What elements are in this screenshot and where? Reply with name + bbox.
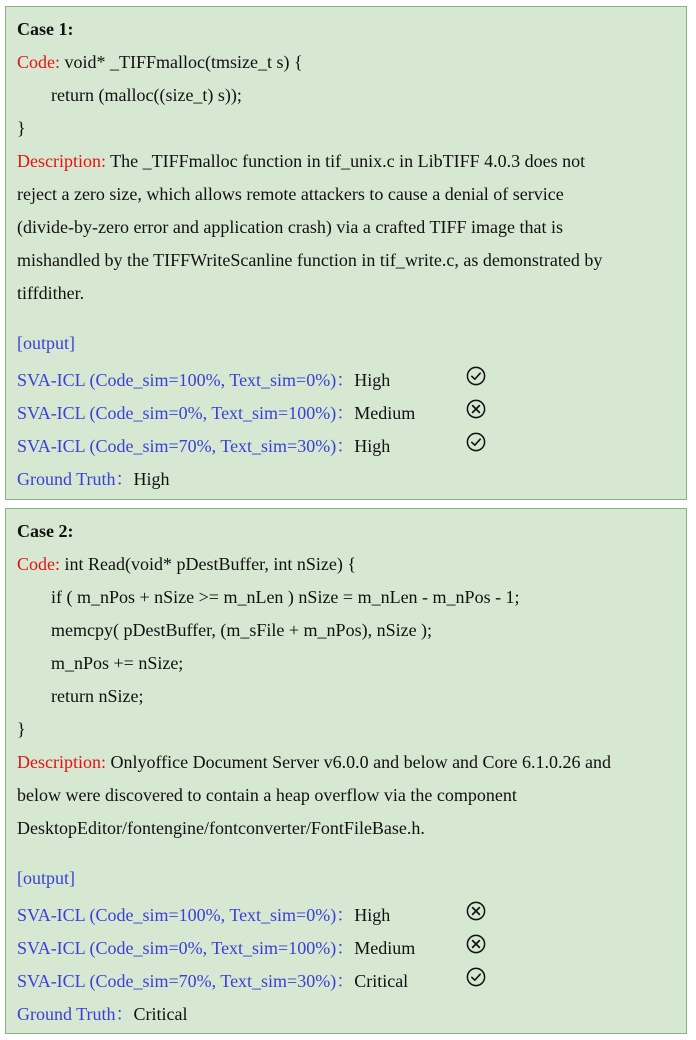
- ground-truth-value: High: [133, 469, 170, 489]
- case-2-result-2: [17, 934, 415, 960]
- case-1-description-line-3: (divide-by-zero error and application crash) via a crafted TIFF image that is: [17, 217, 563, 237]
- cross-circle-icon: [466, 399, 486, 419]
- code-label: Code:: [17, 554, 60, 574]
- ground-truth-value: Critical: [133, 1004, 188, 1024]
- case-1-description-line-2: reject a zero size, which allows remote attackers to cause a denial of service: [17, 184, 564, 204]
- case-1-code-line-3: }: [17, 118, 26, 138]
- result-value: High: [354, 905, 391, 925]
- result-label: SVA-ICL (Code_sim=100%, Text_sim=0%)：: [17, 370, 355, 390]
- check-circle-icon: [466, 967, 486, 987]
- case-1-output-label: [output]: [17, 333, 75, 353]
- result-label: SVA-ICL (Code_sim=70%, Text_sim=30%)：: [17, 971, 355, 991]
- case-2-description-line-3: DesktopEditor/fontengine/fontconverter/FontFileBase.h.: [17, 818, 425, 838]
- case-2-title: Case 2:: [17, 521, 74, 541]
- cross-circle-icon: [466, 901, 486, 921]
- case-1-description-line-1: [17, 151, 585, 172]
- case-2-code-line-6: }: [17, 719, 26, 739]
- case-1-result-2: [17, 399, 415, 425]
- case-2-description-line-2: below were discovered to contain a heap overflow via the component: [17, 785, 517, 805]
- result-label: SVA-ICL (Code_sim=70%, Text_sim=30%)：: [17, 436, 355, 456]
- check-circle-icon: [466, 432, 486, 452]
- ground-truth-label: Ground Truth：: [17, 1004, 134, 1024]
- description-label: Description:: [17, 752, 106, 772]
- case-1-title: Case 1:: [17, 19, 74, 39]
- case-1-description-line-4: mishandled by the TIFFWriteScanline function in tif_write.c, as demonstrated by: [17, 250, 603, 270]
- result-value: Critical: [354, 971, 409, 991]
- case-2-code-line-4: m_nPos += nSize;: [51, 653, 184, 673]
- case-2-code-line-5: return nSize;: [51, 686, 144, 706]
- case-2-code-line-3: memcpy( pDestBuffer, (m_sFile + m_nPos), nSize );: [51, 620, 433, 640]
- result-value: High: [354, 436, 391, 456]
- result-label: SVA-ICL (Code_sim=0%, Text_sim=100%)：: [17, 403, 355, 423]
- result-label: SVA-ICL (Code_sim=100%, Text_sim=0%)：: [17, 905, 355, 925]
- ground-truth-label: Ground Truth：: [17, 469, 134, 489]
- result-value: High: [354, 370, 391, 390]
- case-2-description-line-1: [17, 752, 611, 773]
- result-label: SVA-ICL (Code_sim=0%, Text_sim=100%)：: [17, 938, 355, 958]
- case-1-result-1: [17, 366, 390, 392]
- case-2-ground-truth: [17, 1000, 188, 1026]
- result-value: Medium: [354, 938, 416, 958]
- case-2-result-1: [17, 901, 390, 927]
- case-1-description-line-5: tiffdither.: [17, 283, 85, 303]
- case-1-code-line-1: [17, 52, 303, 73]
- cross-circle-icon: [466, 934, 486, 954]
- case-1-ground-truth: [17, 465, 170, 491]
- case-1-result-3: [17, 432, 390, 458]
- result-value: Medium: [354, 403, 416, 423]
- case-2-code-line-2: if ( m_nPos + nSize >= m_nLen ) nSize = m_nLen - m_nPos - 1;: [51, 587, 520, 607]
- case-1-panel: [5, 6, 687, 500]
- code-label: Code:: [17, 52, 60, 72]
- case-2-result-3: [17, 967, 408, 993]
- description-text: The _TIFFmalloc function in tif_unix.c in LibTIFF 4.0.3 does not: [105, 151, 586, 171]
- description-label: Description:: [17, 151, 106, 171]
- case-2-code-line-1: [17, 554, 356, 575]
- code-text: int Read(void* pDestBuffer, int nSize) {: [60, 554, 357, 574]
- case-2-output-label: [output]: [17, 868, 75, 888]
- case-1-code-line-2: return (malloc((size_t) s));: [51, 85, 242, 105]
- description-text: Onlyoffice Document Server v6.0.0 and below and Core 6.1.0.26 and: [105, 752, 612, 772]
- case-2-panel: [5, 508, 687, 1034]
- code-text: void* _TIFFmalloc(tmsize_t s) {: [60, 52, 303, 72]
- check-circle-icon: [466, 366, 486, 386]
